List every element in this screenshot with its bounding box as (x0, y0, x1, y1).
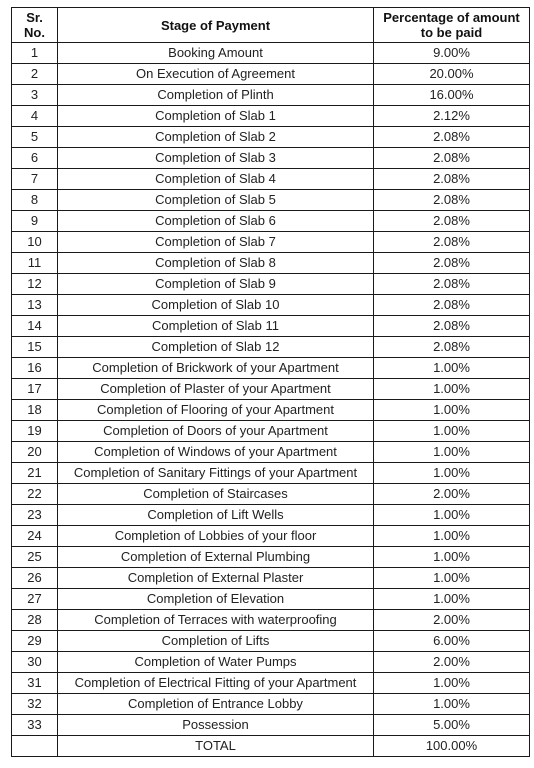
row-percentage: 1.00% (374, 379, 530, 400)
header-stage: Stage of Payment (58, 8, 374, 43)
row-percentage: 2.08% (374, 232, 530, 253)
row-sr-no: 18 (12, 400, 58, 421)
table-row (12, 421, 530, 442)
row-stage: Booking Amount (58, 43, 374, 64)
row-stage: Completion of Slab 6 (58, 211, 374, 232)
row-stage: Possession (58, 715, 374, 736)
row-sr-no: 16 (12, 358, 58, 379)
table-row (12, 232, 530, 253)
row-sr-no: 30 (12, 652, 58, 673)
row-sr-no: 29 (12, 631, 58, 652)
row-sr-no: 17 (12, 379, 58, 400)
table-row (12, 715, 530, 736)
table-row (12, 127, 530, 148)
table-row (12, 295, 530, 316)
row-sr-no: 5 (12, 127, 58, 148)
row-stage: Completion of Slab 10 (58, 295, 374, 316)
row-stage: Completion of Slab 4 (58, 169, 374, 190)
row-percentage: 1.00% (374, 358, 530, 379)
row-percentage: 1.00% (374, 547, 530, 568)
table-row (12, 253, 530, 274)
row-percentage: 1.00% (374, 568, 530, 589)
row-stage: Completion of Slab 1 (58, 106, 374, 127)
table-row (12, 631, 530, 652)
row-sr-no: 25 (12, 547, 58, 568)
table-row (12, 505, 530, 526)
row-stage: Completion of Electrical Fitting of your Apartment (58, 673, 374, 694)
header-percentage (374, 8, 530, 43)
table-row (12, 484, 530, 505)
row-stage: Completion of Brickwork of your Apartment (58, 358, 374, 379)
table-row (12, 148, 530, 169)
row-sr-no: 19 (12, 421, 58, 442)
row-stage: Completion of Lift Wells (58, 505, 374, 526)
row-sr-no: 32 (12, 694, 58, 715)
row-sr-no: 13 (12, 295, 58, 316)
row-sr-no: 24 (12, 526, 58, 547)
table-row (12, 274, 530, 295)
row-percentage: 2.08% (374, 316, 530, 337)
table-row (12, 589, 530, 610)
row-stage: Completion of Slab 7 (58, 232, 374, 253)
row-percentage: 2.08% (374, 148, 530, 169)
row-percentage: 9.00% (374, 43, 530, 64)
table-row (12, 400, 530, 421)
row-percentage: 2.08% (374, 274, 530, 295)
row-sr-no: 4 (12, 106, 58, 127)
row-sr-no: 7 (12, 169, 58, 190)
row-sr-no: 23 (12, 505, 58, 526)
row-percentage: 2.08% (374, 127, 530, 148)
row-sr-no: 10 (12, 232, 58, 253)
payment-schedule-table (11, 7, 530, 757)
header-sr-line2: No. (24, 25, 45, 40)
row-sr-no: 31 (12, 673, 58, 694)
row-stage: Completion of Sanitary Fittings of your Apartment (58, 463, 374, 484)
row-percentage: 1.00% (374, 463, 530, 484)
table-row (12, 358, 530, 379)
table-row (12, 43, 530, 64)
table-row (12, 64, 530, 85)
total-percentage: 100.00% (374, 736, 530, 757)
row-stage: Completion of Plaster of your Apartment (58, 379, 374, 400)
row-stage: Completion of External Plaster (58, 568, 374, 589)
row-percentage: 2.00% (374, 484, 530, 505)
table-row (12, 694, 530, 715)
table-body (12, 43, 530, 736)
header-row (12, 8, 530, 43)
row-sr-no: 22 (12, 484, 58, 505)
row-stage: Completion of Slab 9 (58, 274, 374, 295)
table-row (12, 673, 530, 694)
row-sr-no: 20 (12, 442, 58, 463)
row-sr-no: 33 (12, 715, 58, 736)
row-stage: Completion of Slab 8 (58, 253, 374, 274)
row-sr-no: 3 (12, 85, 58, 106)
table-row (12, 610, 530, 631)
row-stage: Completion of Elevation (58, 589, 374, 610)
row-stage: Completion of Slab 5 (58, 190, 374, 211)
row-stage: Completion of Slab 3 (58, 148, 374, 169)
row-percentage: 1.00% (374, 421, 530, 442)
row-percentage: 20.00% (374, 64, 530, 85)
header-sr-line1: Sr. (26, 10, 43, 25)
row-stage: Completion of Terraces with waterproofing (58, 610, 374, 631)
row-sr-no: 27 (12, 589, 58, 610)
row-percentage: 5.00% (374, 715, 530, 736)
row-percentage: 2.08% (374, 169, 530, 190)
row-stage: Completion of External Plumbing (58, 547, 374, 568)
table-row (12, 547, 530, 568)
row-stage: Completion of Slab 11 (58, 316, 374, 337)
row-percentage: 1.00% (374, 442, 530, 463)
table-row (12, 379, 530, 400)
row-stage: Completion of Lobbies of your floor (58, 526, 374, 547)
row-percentage: 2.08% (374, 253, 530, 274)
total-row (12, 736, 530, 757)
row-sr-no: 12 (12, 274, 58, 295)
table-row (12, 190, 530, 211)
table-row (12, 526, 530, 547)
row-percentage: 1.00% (374, 694, 530, 715)
table-row (12, 85, 530, 106)
table-row (12, 337, 530, 358)
row-percentage: 2.12% (374, 106, 530, 127)
table-row (12, 106, 530, 127)
row-sr-no: 14 (12, 316, 58, 337)
row-sr-no: 28 (12, 610, 58, 631)
row-stage: Completion of Entrance Lobby (58, 694, 374, 715)
table-row (12, 568, 530, 589)
row-sr-no: 15 (12, 337, 58, 358)
table-row (12, 652, 530, 673)
row-sr-no: 2 (12, 64, 58, 85)
row-stage: Completion of Staircases (58, 484, 374, 505)
row-percentage: 2.08% (374, 211, 530, 232)
row-stage: Completion of Slab 12 (58, 337, 374, 358)
row-percentage: 2.00% (374, 652, 530, 673)
table-row (12, 463, 530, 484)
row-percentage: 16.00% (374, 85, 530, 106)
header-sr-no (12, 8, 58, 43)
row-stage: Completion of Flooring of your Apartment (58, 400, 374, 421)
row-percentage: 1.00% (374, 400, 530, 421)
row-percentage: 2.08% (374, 337, 530, 358)
row-percentage: 1.00% (374, 589, 530, 610)
row-stage: Completion of Lifts (58, 631, 374, 652)
row-stage: Completion of Doors of your Apartment (58, 421, 374, 442)
total-label: TOTAL (58, 736, 374, 757)
row-percentage: 1.00% (374, 673, 530, 694)
row-sr-no: 21 (12, 463, 58, 484)
row-stage: Completion of Windows of your Apartment (58, 442, 374, 463)
row-stage: Completion of Plinth (58, 85, 374, 106)
row-percentage: 1.00% (374, 505, 530, 526)
table-row (12, 169, 530, 190)
row-stage: On Execution of Agreement (58, 64, 374, 85)
table-row (12, 442, 530, 463)
row-percentage: 6.00% (374, 631, 530, 652)
row-percentage: 2.08% (374, 295, 530, 316)
row-sr-no: 11 (12, 253, 58, 274)
row-sr-no: 26 (12, 568, 58, 589)
table-row (12, 316, 530, 337)
total-sr (12, 736, 58, 757)
row-stage: Completion of Slab 2 (58, 127, 374, 148)
row-sr-no: 1 (12, 43, 58, 64)
row-percentage: 1.00% (374, 526, 530, 547)
row-percentage: 2.08% (374, 190, 530, 211)
row-sr-no: 9 (12, 211, 58, 232)
header-pct-line2: to be paid (420, 25, 483, 40)
row-sr-no: 6 (12, 148, 58, 169)
row-stage: Completion of Water Pumps (58, 652, 374, 673)
header-pct-line1: Percentage of amount (383, 10, 520, 25)
table-row (12, 211, 530, 232)
row-sr-no: 8 (12, 190, 58, 211)
row-percentage: 2.00% (374, 610, 530, 631)
